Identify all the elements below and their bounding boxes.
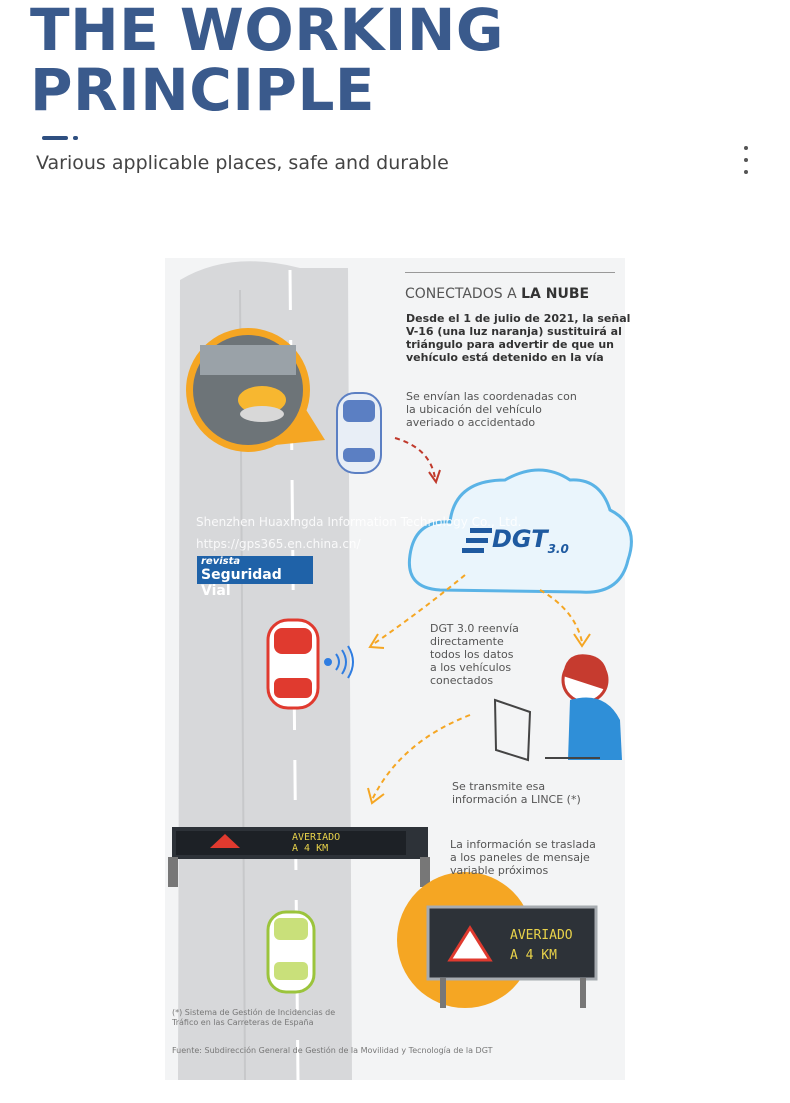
step4-line: a los paneles de mensaje: [450, 851, 590, 864]
intro-line: vehículo está detenido en la vía: [406, 351, 604, 364]
step1-line: averiado o accidentado: [406, 416, 536, 429]
car-icon-blue: [337, 393, 381, 473]
dgt-version: 3.0: [547, 541, 569, 556]
arrow-to-operator: [540, 590, 582, 642]
car-icon-red: [268, 620, 318, 708]
step4-line: variable próximos: [450, 864, 549, 877]
title-line-1: THE WORKING: [30, 0, 505, 64]
magazine-logo: [197, 556, 313, 599]
watermark-company: Shenzhen Huaxingda Information Technology Co., Ltd.: [196, 515, 522, 529]
title-line-2: PRINCIPLE: [30, 56, 376, 124]
page-subtitle: Various applicable places, safe and durable: [36, 152, 449, 174]
magazine-logo-bottom: Seguridad Vial: [201, 567, 282, 599]
step2-line: directamente: [430, 635, 504, 648]
footnote-line: Tráfico en las Carreteras de España: [172, 1018, 314, 1027]
step2-line: todos los datos: [430, 648, 514, 661]
photo-car: [200, 345, 296, 375]
large-panel-line1: AVERIADO: [510, 928, 573, 943]
watermark-url: https://gps365.en.china.cn/: [196, 537, 361, 551]
footnote: [172, 1008, 335, 1028]
heading-bold: LA NUBE: [521, 286, 590, 302]
heading-light: CONECTADOS A: [405, 286, 517, 302]
heading-rule: [405, 272, 615, 273]
dgt-logo: [462, 525, 569, 556]
step2-line: a los vehículos: [430, 661, 512, 674]
step3-text: [452, 780, 581, 806]
step1-text: [406, 390, 577, 429]
road-panel-line1: AVERIADO: [292, 832, 341, 843]
arrow-to-panel-head: [368, 788, 384, 803]
step3-line: información a LINCE (*): [452, 793, 581, 806]
large-panel-line2: A 4 KM: [510, 948, 557, 963]
intro-line: triángulo para advertir de que un: [406, 338, 615, 351]
infographic-heading: [405, 286, 589, 302]
step1-line: Se envían las coordenadas con: [406, 390, 577, 403]
photo-beacon-base: [240, 406, 284, 422]
step2-text: [430, 622, 519, 687]
step4-line: La información se traslada: [450, 838, 596, 851]
intro-line: Desde el 1 de julio de 2021, la señal: [406, 312, 631, 325]
step4-text: [450, 838, 596, 877]
car-icon-green: [268, 912, 314, 992]
step2-line: DGT 3.0 reenvía: [430, 622, 519, 635]
magazine-logo-top: revista: [201, 556, 241, 567]
dgt-logo-text: DGT: [492, 525, 548, 553]
road-panel-line2: A 4 KM: [292, 843, 329, 854]
intro-line: V-16 (una luz naranja) sustituirá al: [406, 325, 622, 338]
step2-line: conectados: [430, 674, 494, 687]
step1-line: la ubicación del vehículo: [406, 403, 542, 416]
step3-line: Se transmite esa: [452, 780, 546, 793]
footnote-line: (*) Sistema de Gestión de Incidencias de: [172, 1008, 336, 1017]
intro-text: [406, 312, 630, 364]
source-note: Fuente: Subdirección General de Gestión de la Movilidad y Tecnología de la DGT: [172, 1046, 493, 1055]
